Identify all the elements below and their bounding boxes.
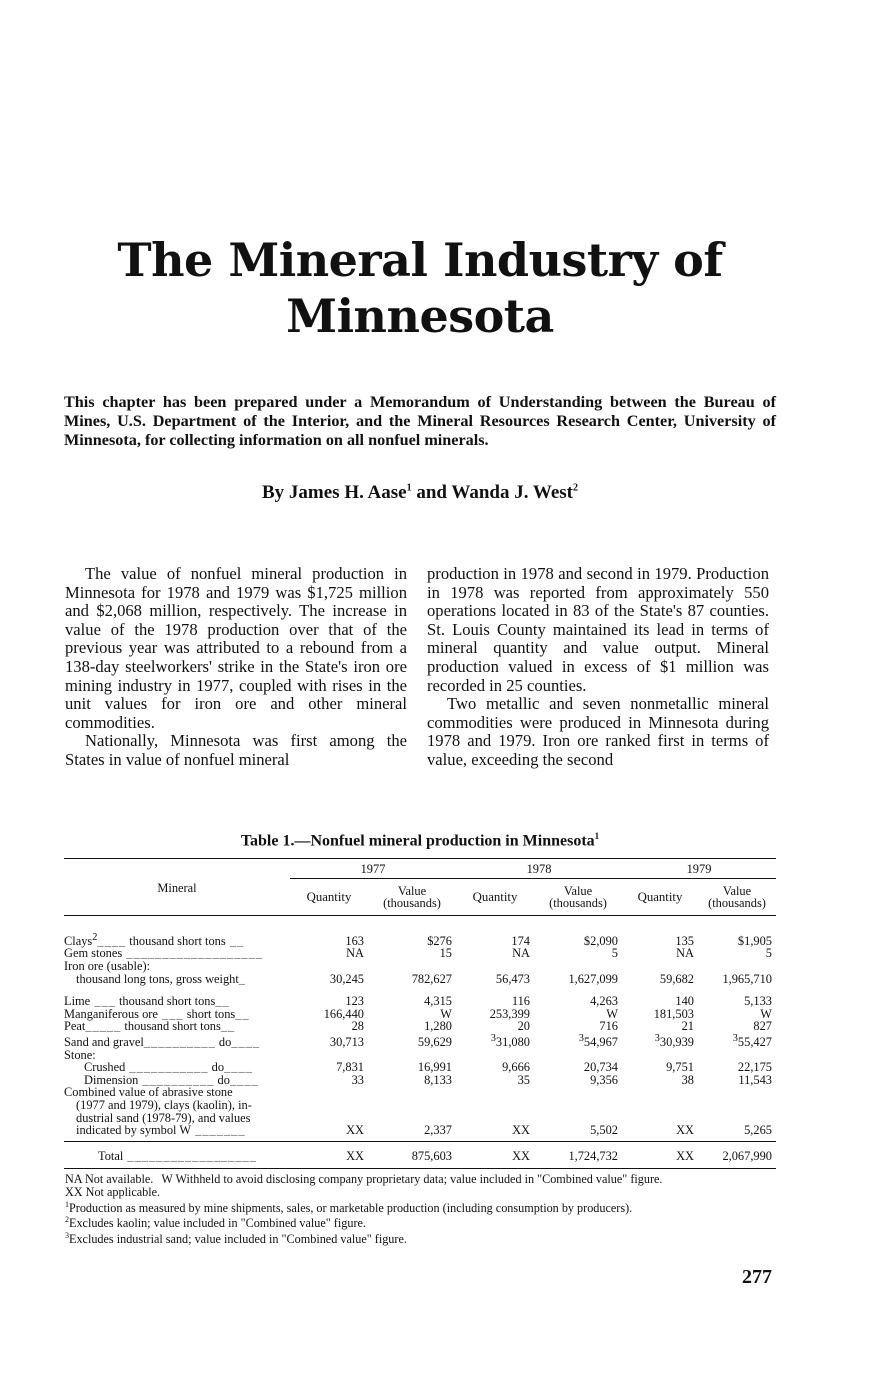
header-quantity: Quantity [306,889,352,904]
footnote-2: $^2$Excludes kaolin; value included in "Combined value" figure. [65,1215,366,1231]
table-title-footnote: 1 [594,831,600,841]
table-row: (1977 and 1979), clays (kaolin), in- [76,1097,252,1112]
body-paragraph: The value of nonfuel mineral production in Minnesota for 1978 and 1979 was $1,725 million and $2,068 million, respectively. The increase in value of the 1978 production over that of the previous year was attributed to a rebound from a 138-day steelworkers' strike in the State's iron ore mining industry in 1977, coupled with rises in the unit values for iron ore and other mineral commodities. [65,564,407,732]
table-row: indicated by symbol W _______ XX 2,337 XX 5,502 XX 5,265 [76,1123,772,1138]
page-title [70,232,770,344]
footnote-3: $^3$Excludes industrial sand; value included in "Combined value" figure. [65,1231,407,1247]
body-paragraph: Nationally, Minnesota was first among the States in value of nonfuel mineral [65,731,407,769]
footnote-xx: XX Not applicable. [65,1184,161,1199]
table-row: Iron ore (usable): [64,958,151,973]
table-row: Sand and gravel__________ do____ 30,713 59,629 $^3$31,080 $^3$54,967 $^3$30,939 $^3$55,427 [64,1032,772,1049]
title-line-2: Minnesota [286,289,554,343]
table-row: Lime ___ thousand short tons__ 123 4,315 116 4,263 140 5,133 [64,994,772,1009]
table-row: Combined value of abrasive stone [64,1085,233,1100]
byline-footnote-2: 2 [573,482,578,494]
byline-footnote-1: 1 [406,482,412,494]
byline-author-1: By James H. Aase [262,482,407,503]
table-row: Peat_____ thousand short tons__ 28 1,280 20 716 21 827 [64,1019,772,1034]
header-quantity: Quantity [637,889,683,904]
body-column-right [427,565,769,770]
header-mineral: Mineral [64,859,290,916]
footnote-na: NA Not available. [65,1172,154,1186]
table-row: thousand long tons, gross weight_ 30,245 782,627 56,473 1,627,099 59,682 1,965,710 [76,971,772,986]
body-paragraph: Two metallic and seven nonmetallic mineral commodities were produced in Minnesota during 1978 and 1979. Iron ore ranked first in terms of value, exceeding the second [427,694,769,769]
table-row: Clays$^2$____ thousand short tons __ 163 $276 174 $2,090 135 $1,905 [64,931,772,948]
header-quantity: Quantity [472,889,518,904]
header-value: Value (thousands) [708,883,766,910]
page-number: 277 [742,1266,772,1288]
footnote-1: $^1$Production as measured by mine shipments, sales, or marketable production (including consumption by producers). [65,1199,633,1215]
table-row: dustrial sand (1978-79), and values [76,1110,251,1125]
header-year-1979: 1979 [622,859,776,879]
header-value: Value (thousands) [383,883,441,910]
intro-paragraph: This chapter has been prepared under a Memorandum of Understanding between the Bureau of Mines, U.S. Department of the Interior, and the Mineral Resources Research Center, University of Minnesota, for collecting information on all nonfuel minerals. [64,393,776,449]
byline [64,482,776,504]
table-row: Crushed ___________ do____ 7,831 16,991 9,666 20,734 9,751 22,175 [84,1060,772,1075]
table-row: Stone: [64,1047,96,1062]
table-year-header-row [64,859,776,879]
header-year-1977: 1977 [290,859,456,879]
header-value: Value (thousands) [549,883,607,910]
table-row: Dimension __________ do____ 33 8,133 35 9,356 38 11,543 [84,1072,772,1087]
body-paragraph: production in 1978 and second in 1979. Production in 1978 was reported from approximately 550 operations located in 83 of the State's 87 counties. St. Louis County maintained its lead in terms of mineral quantity and value output. Mineral production valued in excess of $1 million was recorded in 25 counties. [427,564,769,695]
table-total-row: Total __________________ XX 875,603 XX 1,724,732 XX 2,067,990 [64,1141,776,1169]
body-column-left [65,565,407,770]
header-year-1978: 1978 [456,859,622,879]
table-row: Gem stones ___________________ NA 15 NA 5 NA 5 [64,946,772,961]
table-title [64,831,776,850]
title-line-1: The Mineral Industry of [117,233,723,287]
table-footnotes [65,1173,777,1246]
byline-author-2: and Wanda J. West [411,482,573,503]
production-table [64,858,776,1169]
table-row: Manganiferous ore ___ short tons__ 166,440 W 253,399 W 181,503 W [64,1006,772,1021]
table-title-text: Table 1.—Nonfuel mineral production in Minnesota [240,832,595,850]
footnote-w: W Withheld to avoid disclosing company proprietary data; value included in "Combined value" figure. [161,1172,663,1186]
